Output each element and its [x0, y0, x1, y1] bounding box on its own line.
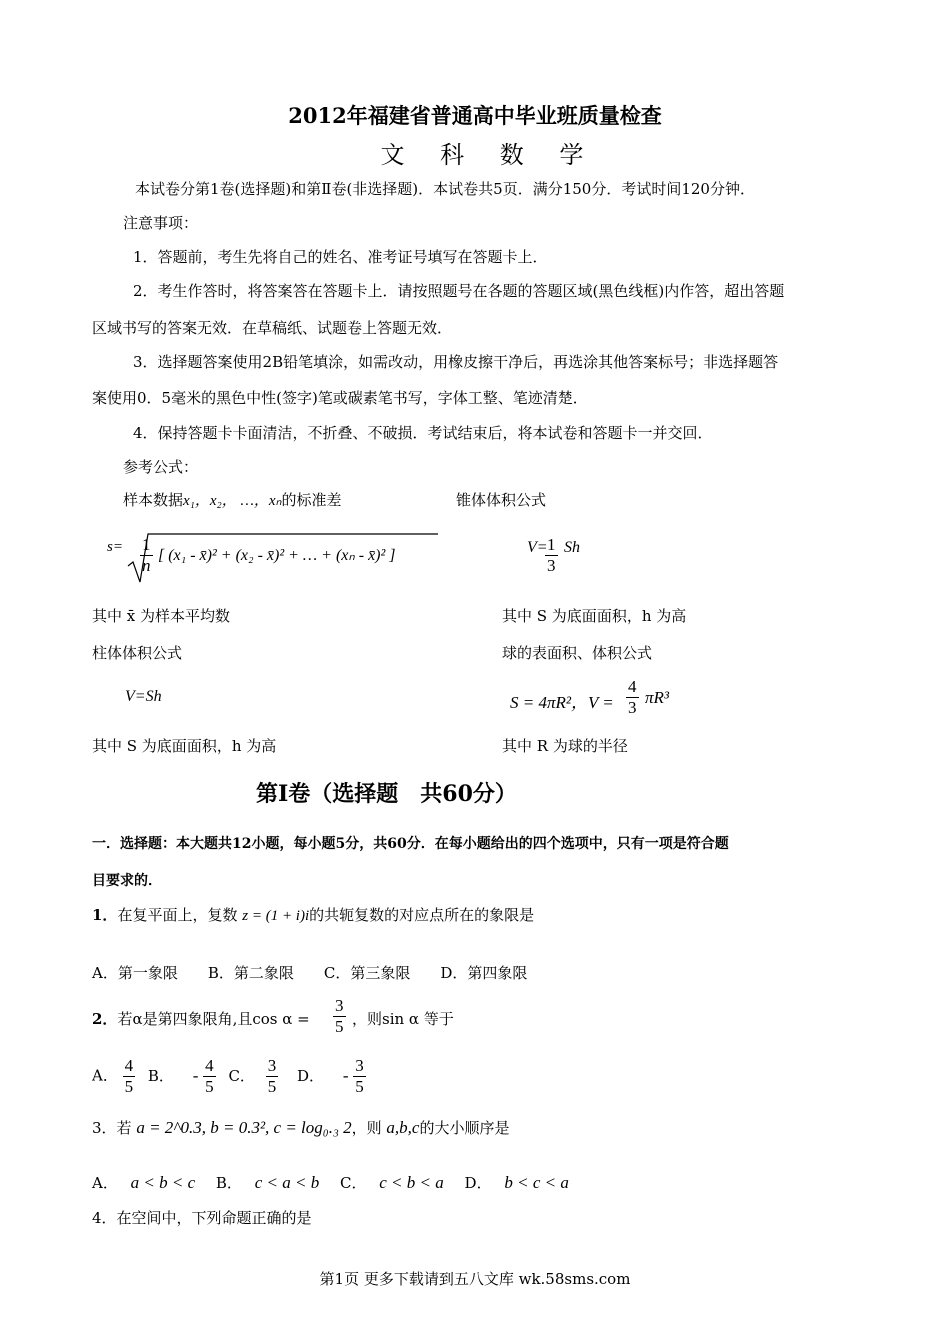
- std-vars: x₁，x₂， …，xₙ: [183, 493, 282, 509]
- std-formula-lhs: s=: [107, 539, 123, 555]
- prism-formula: V=Sh: [125, 688, 162, 705]
- exam-title: 2012年福建省普通高中毕业班质量检查: [288, 103, 662, 128]
- q3-optC-f: c < b < a: [379, 1173, 444, 1192]
- q1-text-b: 的共轭复数的对应点所在的象限是: [309, 906, 535, 924]
- q3-optB: B．: [215, 1174, 242, 1192]
- q2-optB-frac: $\frac{4}{5}$: [205, 1056, 214, 1096]
- sphere-formula-b: πR³: [645, 688, 669, 707]
- q1-options: A．第一象限 B．第二象限 C．第三象限 D．第四象限: [92, 964, 528, 982]
- q2-options: A． $\frac{4}{5}$ B． - $\frac{4}{5}$ C． $\frac{3}{5}$ D． - $\frac{3}{5}$: [92, 1056, 364, 1096]
- cone-rhs: Sh: [564, 539, 580, 556]
- note-3b: 案使用0．5毫米的黑色中性(签字)笔或碳素笔书写，字体工整、笔迹清楚．: [92, 389, 588, 407]
- q3-optA-f: a < b < c: [130, 1173, 196, 1192]
- cone-lhs: V=: [527, 539, 548, 556]
- std-formula-body: [ (x₁ - x̄)² + (x₂ - x̄)² + … + (xₙ - x̄)² ]: [158, 547, 396, 564]
- note-3a: 3．选择题答案使用2B铅笔填涂，如需改动，用橡皮擦干净后，再选涂其他答案标号；非选择题答: [133, 353, 779, 371]
- q2-optD: D．: [297, 1066, 325, 1085]
- q3-text-b: ，则: [351, 1119, 382, 1137]
- q3-optD-f: b < c < a: [504, 1173, 569, 1192]
- q2-num: 2．: [92, 1010, 118, 1028]
- cone-frac: $\frac{1}{3}$: [547, 535, 556, 575]
- q3-num: 3．若: [92, 1119, 132, 1137]
- q3-optA: A．: [92, 1174, 118, 1192]
- cone-label: 锥体体积公式: [456, 491, 547, 509]
- q3-optD: D．: [464, 1174, 492, 1192]
- std-formula-frac: $\frac{1}{n}$: [142, 535, 151, 575]
- page-footer: 第1页 更多下载请到五八文库 wk.58sms.com: [319, 1270, 631, 1288]
- note-4: 4．保持答题卡卡面清洁，不折叠、不破损．考试结束后，将本试卷和答题卡一并交回．: [133, 424, 713, 442]
- cone-note: 其中 S 为底面面积，h 为高: [502, 607, 687, 625]
- sphere-label: 球的表面积、体积公式: [502, 644, 653, 662]
- sphere-frac: $\frac{4}{3}$: [628, 677, 637, 717]
- prism-note: 其中 S 为底面面积，h 为高: [92, 737, 277, 755]
- q1-line: [92, 904, 534, 925]
- std-label-a: 样本数据: [123, 491, 184, 509]
- q1-num: 1．: [92, 906, 118, 924]
- prism-label: 柱体体积公式: [92, 644, 183, 662]
- std-label: [123, 489, 342, 510]
- sphere-note: 其中 R 为球的半径: [502, 737, 628, 755]
- note-2b: 区域书写的答案无效．在草稿纸、试题卷上答题无效．: [92, 319, 453, 337]
- note-2a: 2．考生作答时，将答案答在答题卡上．请按照题号在各题的答题区域(黑色线框)内作答，超出答题: [133, 282, 785, 300]
- intro-text: 本试卷分第1卷(选择题)和第Ⅱ卷(非选择题)．本试卷共5页．满分150分．考试时间120分钟．: [135, 180, 755, 198]
- q2-line: [92, 1008, 310, 1029]
- sphere-formula-a: S = 4πR²，V =: [510, 693, 614, 712]
- notes-heading: 注意事项：: [123, 214, 199, 232]
- q1-formula: z = (1 + i)i: [242, 908, 310, 924]
- part1-title: 第Ⅰ卷（选择题 共60分）: [256, 781, 517, 807]
- q3-vars: a,b,c: [386, 1118, 420, 1137]
- q2-optA-frac: $\frac{4}{5}$: [124, 1056, 134, 1096]
- q2-text-a: 若α是第四象限角,且cos α =: [117, 1010, 310, 1028]
- q2-optC-frac: $\frac{3}{5}$: [267, 1056, 277, 1096]
- q3-options: [92, 1172, 569, 1193]
- q2-optD-frac: $\frac{3}{5}$: [355, 1056, 364, 1096]
- q2-optA: A．: [92, 1066, 118, 1085]
- part1-instr-a: 一．选择题：本大题共12小题，每小题5分，共60分．在每小题给出的四个选项中，只有一项是符合题: [92, 836, 729, 852]
- q2-optB: B．: [147, 1066, 174, 1085]
- note-1: 1．答题前，考生先将自己的姓名、准考证号填写在答题卡上．: [133, 248, 548, 266]
- q4-text: 4．在空间中，下列命题正确的是: [92, 1209, 312, 1227]
- std-note: 其中 x̄ 为样本平均数: [92, 607, 230, 625]
- q3-optC: C．: [340, 1174, 367, 1192]
- q2-frac: $\frac{3}{5}$: [335, 996, 344, 1036]
- q3-text-c: 的大小顺序是: [419, 1119, 510, 1137]
- q2-optC: C．: [228, 1066, 255, 1085]
- exam-subtitle: 文 科 数 学: [380, 141, 598, 169]
- formulas-heading: 参考公式：: [123, 458, 199, 476]
- q3-formula: a = 2^0.3, b = 0.3², c = log₀.₃ 2: [136, 1118, 352, 1137]
- q3-line: [92, 1117, 509, 1138]
- q1-text-a: 在复平面上，复数: [117, 906, 238, 924]
- q2-text-b: ，则sin α 等于: [352, 1010, 454, 1028]
- q3-optB-f: c < a < b: [254, 1173, 320, 1192]
- part1-instr-b: 目要求的．: [92, 873, 162, 889]
- std-label-b: 的标准差: [281, 491, 342, 509]
